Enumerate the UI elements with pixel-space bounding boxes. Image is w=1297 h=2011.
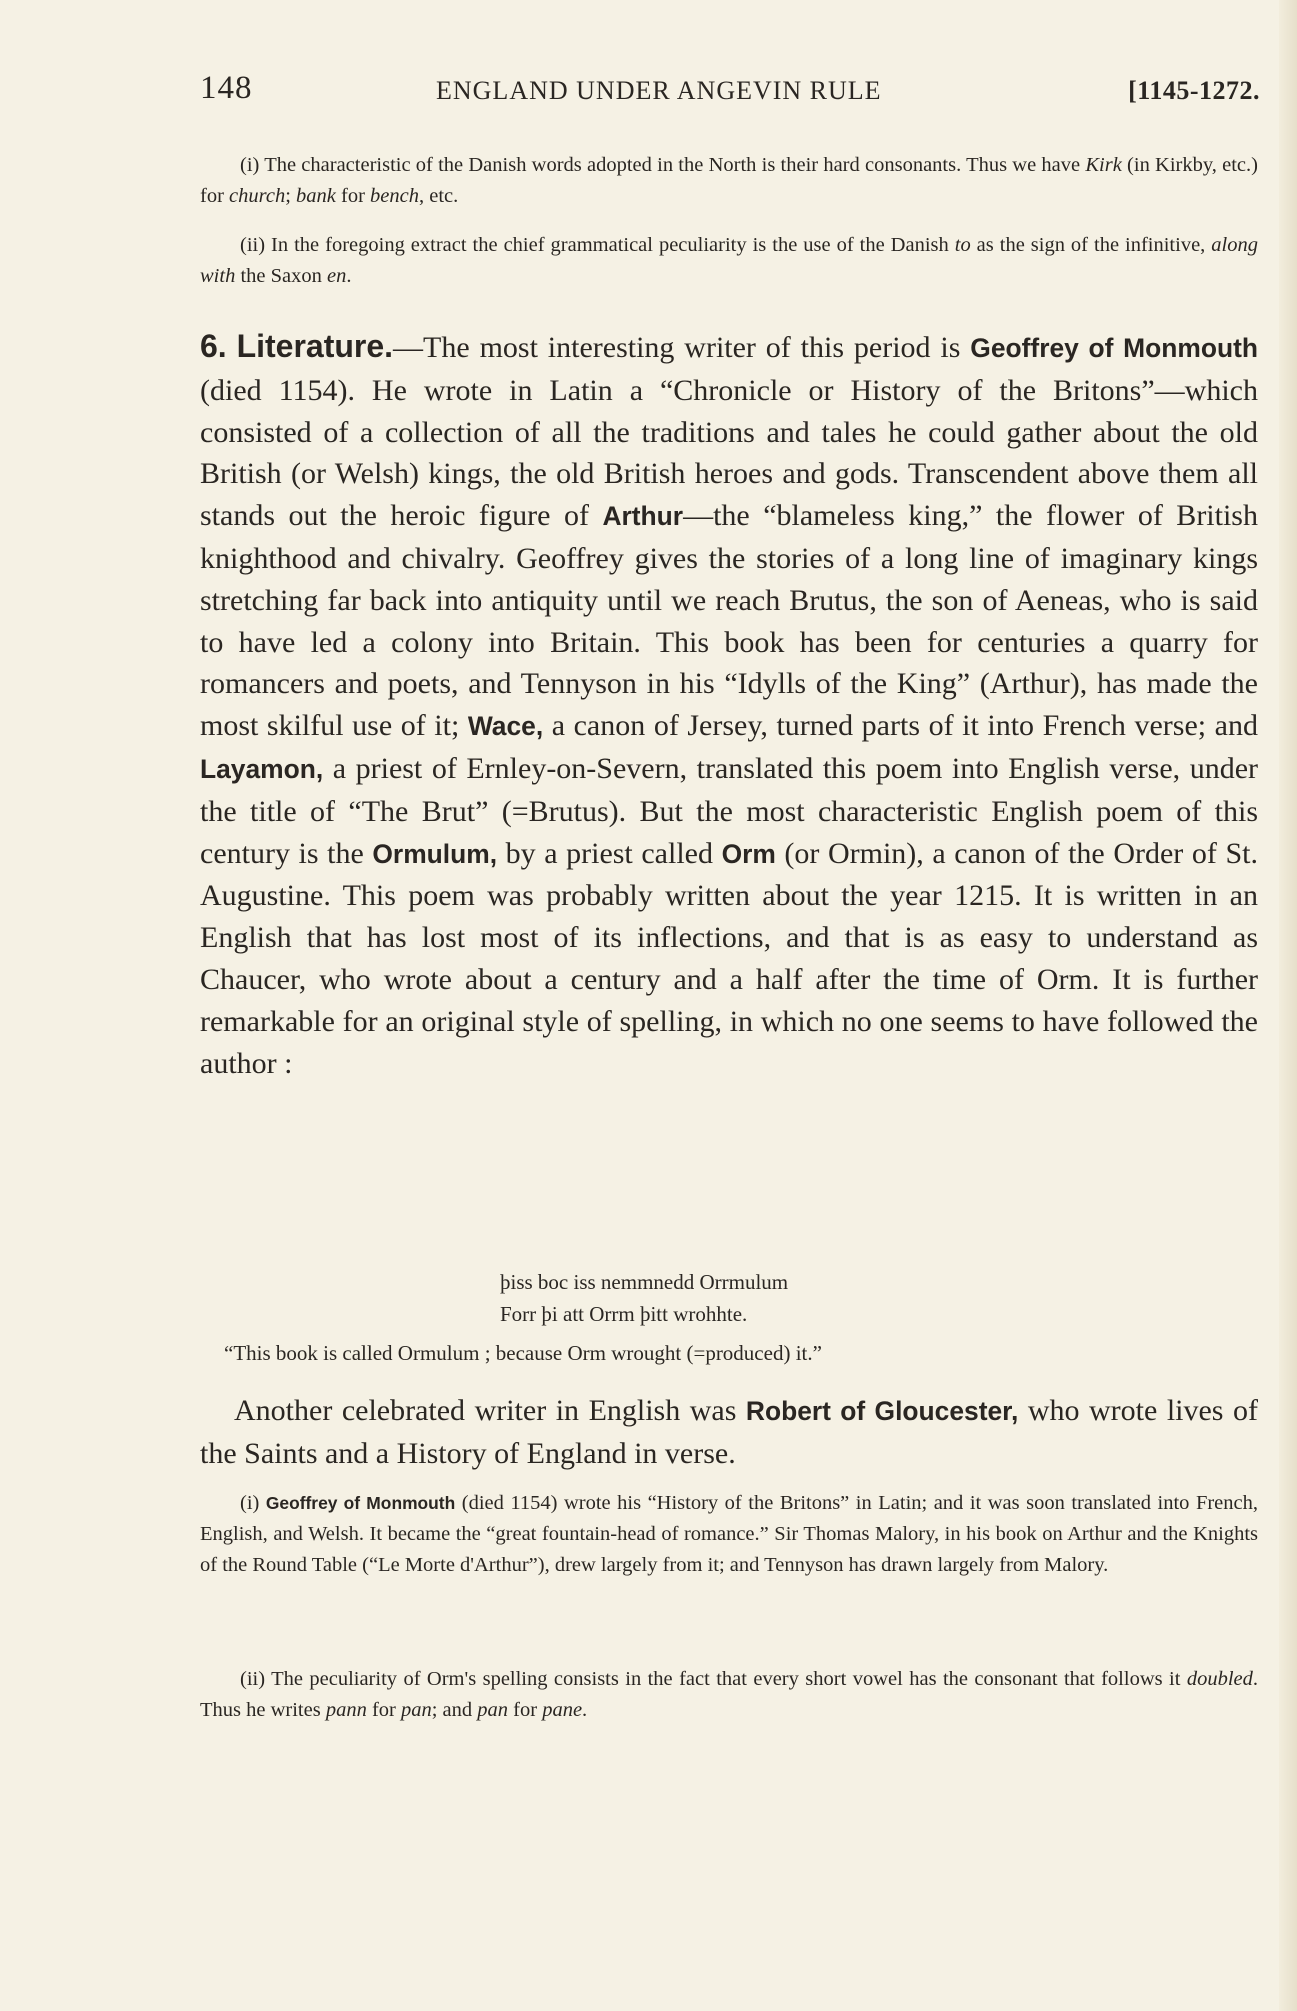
note-top-ii: (ii) In the foregoing extract the chief grammatical peculiarity is the use of the Danish to as the sign of the infinitive, along with the Saxon en.: [200, 234, 1258, 287]
date-range: [1145-1272.: [1128, 76, 1260, 105]
running-title: ENGLAND UNDER ANGEVIN RULE: [436, 76, 882, 105]
page-number: 148: [200, 70, 253, 106]
page-edge-shadow: [1279, 0, 1297, 2011]
verse-line-2: Forr þi att Orrm þitt wrohhte.: [500, 1302, 748, 1326]
section-title: Literature.: [236, 328, 394, 364]
paragraph-robert: Another celebrated writer in English was Robert of Gloucester, who wrote lives of the Saints and a History of England in verse.: [200, 1394, 1258, 1470]
note-bottom-ii: (ii) The peculiarity of Orm's spelling consists in the fact that every short vowel has the consonant that follows it doubled. Thus he writes pann for pan; and pan for pane.: [200, 1668, 1258, 1721]
note-top-i: (i) The characteristic of the Danish words adopted in the North is their hard consonants. Thus we have Kirk (in Kirkby, etc.) for church; bank for bench, etc.: [200, 154, 1258, 207]
verse-line-1: þiss boc iss nemmnedd Orrmulum: [500, 1270, 789, 1294]
literature-section: 6. Literature.—The most interesting writer of this period is Geoffrey of Monmouth (died 1154). He wrote in Latin a “Chronicle or History of the Britons”—which consisted of a collection of all the traditions and tales he could gather about the old British (or Welsh) kings, the old British heroes and gods. Transcendent above them all stands out the heroic figure of Arthur—the “blameless king,” the flower of British knighthood and chivalry. Geoffrey gives the stories of a long line of imaginary kings stretching far back into antiquity until we reach Brutus, the son of Aeneas, who is said to have led a colony into Britain. This book has been for centuries a quarry for romancers and poets, and Tennyson in his “Idylls of the King” (Arthur), has made the most skilful use of it; Wace, a canon of Jersey, turned parts of it into French verse; and Layamon, a priest of Ernley-on-Severn, translated this poem into English verse, under the title of “The Brut” (=Brutus). But the most characteristic English poem of this century is the Ormulum, by a priest called Orm (or Ormin), a canon of the Order of St. Augustine. This poem was probably written about the year 1215. It is written in an English that has lost most of its inflections, and that is as easy to understand as Chaucer, who wrote about a century and a half after the time of Orm. It is further remarkable for an original style of spelling, in which no one seems to have followed the author :: [200, 328, 1259, 1080]
section-number: 6.: [200, 328, 227, 364]
verse-translation: “This book is called Ormulum ; because Orm wrought (=produced) it.”: [224, 1341, 822, 1365]
running-header: [200, 70, 1260, 110]
note-bottom-i: (i) Geoffrey of Monmouth (died 1154) wrote his “History of the Britons” in Latin; and it was soon translated into French, English, and Welsh. It became the “great fountain-head of romance.” Sir Thomas Malory, in his book on Arthur and the Knights of the Round Table (“Le Morte d'Arthur”), drew largely from it; and Tennyson has drawn largely from Malory.: [200, 1492, 1258, 1576]
